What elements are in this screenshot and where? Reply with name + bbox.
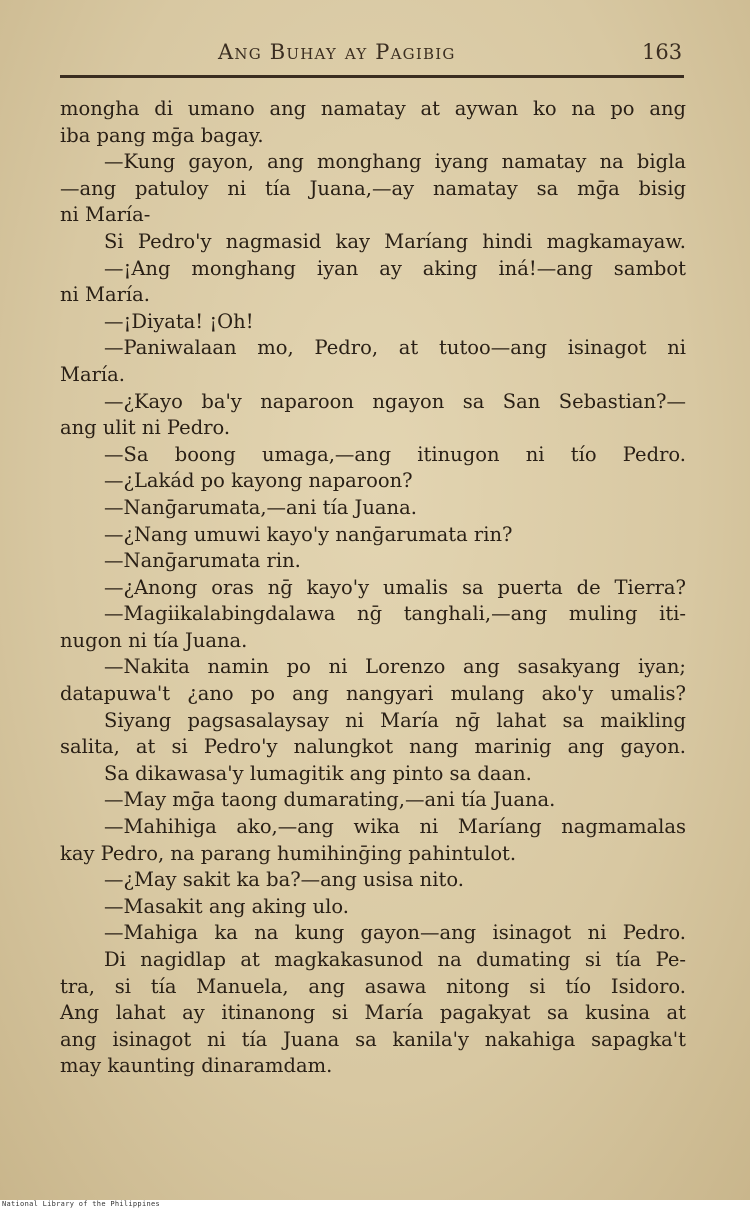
- text-line: datapuwa't ¿ano po ang nangyari mulang ako'y umalis?: [60, 682, 686, 706]
- text-line: —Nanḡarumata,—ani tía Juana.: [104, 495, 417, 519]
- text-line: —¿May sakit ka ba?—ang usisa nito.: [104, 868, 464, 892]
- text-line: —May mḡa taong dumarating,—ani tía Juana.: [104, 788, 556, 812]
- text-line: —Masakit ang aking ulo.: [104, 894, 349, 918]
- text-line: Si Pedro'y nagmasid kay Maríang hindi magkamayaw.: [104, 229, 686, 253]
- text-line: Di nagidlap at magkakasunod na dumating si tía Pe-: [104, 948, 686, 971]
- body-text: [60, 96, 686, 1080]
- text-line: María.: [60, 362, 125, 386]
- text-line: tra, si tía Manuela, ang asawa nitong si tío Isidoro.: [60, 974, 686, 998]
- text-line: kay Pedro, na parang humihinḡing pahintulot.: [60, 841, 517, 865]
- text-line: —¿Lakád po kayong naparoon?: [104, 469, 413, 493]
- text-line: ang ulit ni Pedro.: [60, 416, 231, 440]
- text-line: iba pang mḡa bagay.: [60, 123, 264, 147]
- library-credit: National Library of the Philippines: [2, 1200, 161, 1208]
- text-line: —¿Anong oras nḡ kayo'y umalis sa puerta de Tierra?: [104, 575, 686, 599]
- text-line: —¡Ang monghang iyan ay aking iná!—ang sambot: [104, 256, 686, 280]
- text-line: —¡Diyata! ¡Oh!: [104, 309, 254, 333]
- text-line: —Paniwalaan mo, Pedro, at tutoo—ang isinagot ni: [104, 336, 686, 360]
- text-line: Sa dikawasa'y lumagitik ang pinto sa daan.: [104, 761, 532, 785]
- text-line: —¿Nang umuwi kayo'y nanḡarumata rin?: [104, 522, 513, 546]
- text-line: ang isinagot ni tía Juana sa kanila'y nakahiga sapagka't: [60, 1027, 686, 1051]
- text-line: —Sa boong umaga,—ang itinugon ni tío Pedro.: [104, 442, 686, 466]
- text-line: —Mahiga ka na kung gayon—ang isinagot ni Pedro.: [104, 921, 686, 945]
- text-line: ni María.: [60, 283, 150, 307]
- text-line: —Kung gayon, ang monghang iyang namatay na bigla: [104, 150, 686, 174]
- text-line: mongha di umano ang namatay at aywan ko na po ang: [60, 97, 686, 120]
- text-line: —¿Kayo ba'y naparoon ngayon sa San Sebastian?—: [104, 389, 686, 413]
- text-line: —Mahihiga ako,—ang wika ni Maríang nagmamalas: [104, 815, 686, 839]
- text-line: Ang lahat ay itinanong si María pagakyat sa kusina at: [60, 1001, 686, 1025]
- running-title: Ang Buhay ay Pagibig: [218, 40, 456, 64]
- text-line: —Nanḡarumata rin.: [104, 549, 301, 573]
- text-line: —ang patuloy ni tía Juana,—ay namatay sa mḡa bisig: [60, 176, 686, 200]
- text-line: Siyang pagsasalaysay ni María nḡ lahat sa maikling: [104, 708, 686, 732]
- text-line: nugon ni tía Juana.: [60, 628, 248, 652]
- text-line: ni María-: [60, 203, 151, 227]
- header-rule: [60, 75, 684, 78]
- text-line: salita, at si Pedro'y nalungkot nang marinig ang gayon.: [60, 735, 686, 759]
- text-line: —Nakita namin po ni Lorenzo ang sasakyang iyan;: [104, 655, 686, 679]
- text-line: may kaunting dinaramdam.: [60, 1054, 333, 1078]
- page-number: 163: [642, 40, 683, 64]
- text-line: —Magiikalabingdalawa nḡ tanghali,—ang muling iti-: [104, 602, 686, 626]
